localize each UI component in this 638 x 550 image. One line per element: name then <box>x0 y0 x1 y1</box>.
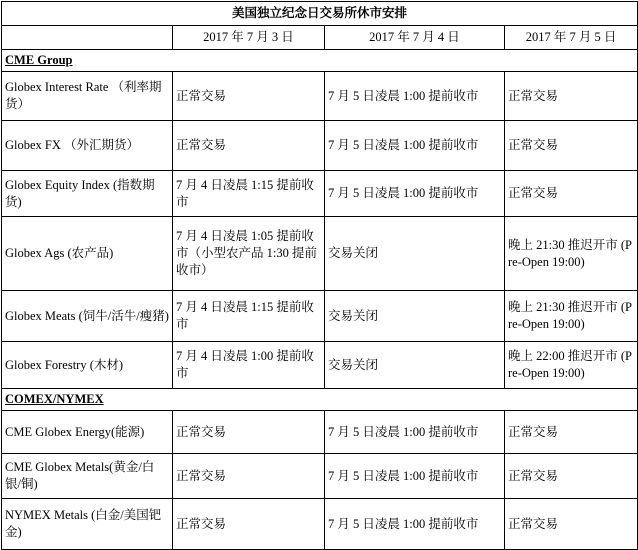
product-cell: Globex Ags (农产品) <box>2 217 173 291</box>
status-cell-jul-5: 晚上 22:00 推迟开市 (Pre-Open 19:00) <box>505 342 638 389</box>
status-cell-jul-4: 交易关闭 <box>325 217 505 291</box>
status-cell-jul-5: 正常交易 <box>505 72 638 121</box>
status-cell-jul-3: 7 月 4 日凌晨 1:15 提前收市 <box>173 171 325 217</box>
table-row <box>2 121 638 171</box>
product-cell: CME Globex Energy(能源) <box>2 411 173 454</box>
product-cell: Globex Forestry (木材) <box>2 342 173 389</box>
status-cell-jul-4: 交易关闭 <box>325 291 505 342</box>
product-cell: Globex Equity Index (指数期货) <box>2 171 173 217</box>
date-header-jul-3: 2017 年 7 月 3 日 <box>173 26 325 50</box>
status-cell-jul-3: 正常交易 <box>173 72 325 121</box>
product-cell: NYMEX Metals (白金/美国钯金) <box>2 499 173 550</box>
date-header-row <box>2 26 638 50</box>
status-cell-jul-3: 7 月 4 日凌晨 1:05 提前收市（小型农产品 1:30 提前收市） <box>173 217 325 291</box>
table-title: 美国独立纪念日交易所休市安排 <box>2 2 638 26</box>
status-cell-jul-3: 7 月 4 日凌晨 1:15 提前收市 <box>173 291 325 342</box>
holiday-schedule-table <box>1 1 638 550</box>
table-row <box>2 411 638 454</box>
status-cell-jul-3: 7 月 4 日凌晨 1:00 提前收市 <box>173 342 325 389</box>
date-header-jul-5: 2017 年 7 月 5 日 <box>505 26 638 50</box>
product-cell: CME Globex Metals(黄金/白银/铜) <box>2 454 173 499</box>
table-row <box>2 72 638 121</box>
status-cell-jul-3: 正常交易 <box>173 121 325 171</box>
status-cell-jul-5: 正常交易 <box>505 121 638 171</box>
section-header-row <box>2 50 638 72</box>
section-header-row <box>2 389 638 411</box>
status-cell-jul-3: 正常交易 <box>173 411 325 454</box>
section-title-comex-nymex: COMEX/NYMEX <box>2 389 638 411</box>
status-cell-jul-5: 正常交易 <box>505 411 638 454</box>
status-cell-jul-4: 7 月 5 日凌晨 1:00 提前收市 <box>325 411 505 454</box>
product-cell: Globex Interest Rate （利率期货） <box>2 72 173 121</box>
status-cell-jul-4: 7 月 5 日凌晨 1:00 提前收市 <box>325 121 505 171</box>
status-cell-jul-3: 正常交易 <box>173 499 325 550</box>
schedule-document <box>1 1 638 550</box>
status-cell-jul-5: 正常交易 <box>505 171 638 217</box>
status-cell-jul-5: 正常交易 <box>505 499 638 550</box>
table-row <box>2 217 638 291</box>
title-row <box>2 2 638 26</box>
header-blank-cell <box>2 26 173 50</box>
product-cell: Globex FX （外汇期货） <box>2 121 173 171</box>
status-cell-jul-5: 晚上 21:30 推迟开市 (Pre-Open 19:00) <box>505 291 638 342</box>
status-cell-jul-4: 7 月 5 日凌晨 1:00 提前收市 <box>325 454 505 499</box>
status-cell-jul-4: 7 月 5 日凌晨 1:00 提前收市 <box>325 72 505 121</box>
date-header-jul-4: 2017 年 7 月 4 日 <box>325 26 505 50</box>
status-cell-jul-5: 正常交易 <box>505 454 638 499</box>
section-title-cme-group: CME Group <box>2 50 638 72</box>
table-row <box>2 454 638 499</box>
status-cell-jul-5: 晚上 21:30 推迟开市 (Pre-Open 19:00) <box>505 217 638 291</box>
status-cell-jul-4: 7 月 5 日凌晨 1:00 提前收市 <box>325 171 505 217</box>
table-row <box>2 291 638 342</box>
product-cell: Globex Meats (饲牛/活牛/瘦猪) <box>2 291 173 342</box>
table-row <box>2 171 638 217</box>
status-cell-jul-4: 7 月 5 日凌晨 1:00 提前收市 <box>325 499 505 550</box>
table-row <box>2 342 638 389</box>
status-cell-jul-3: 正常交易 <box>173 454 325 499</box>
status-cell-jul-4: 交易关闭 <box>325 342 505 389</box>
